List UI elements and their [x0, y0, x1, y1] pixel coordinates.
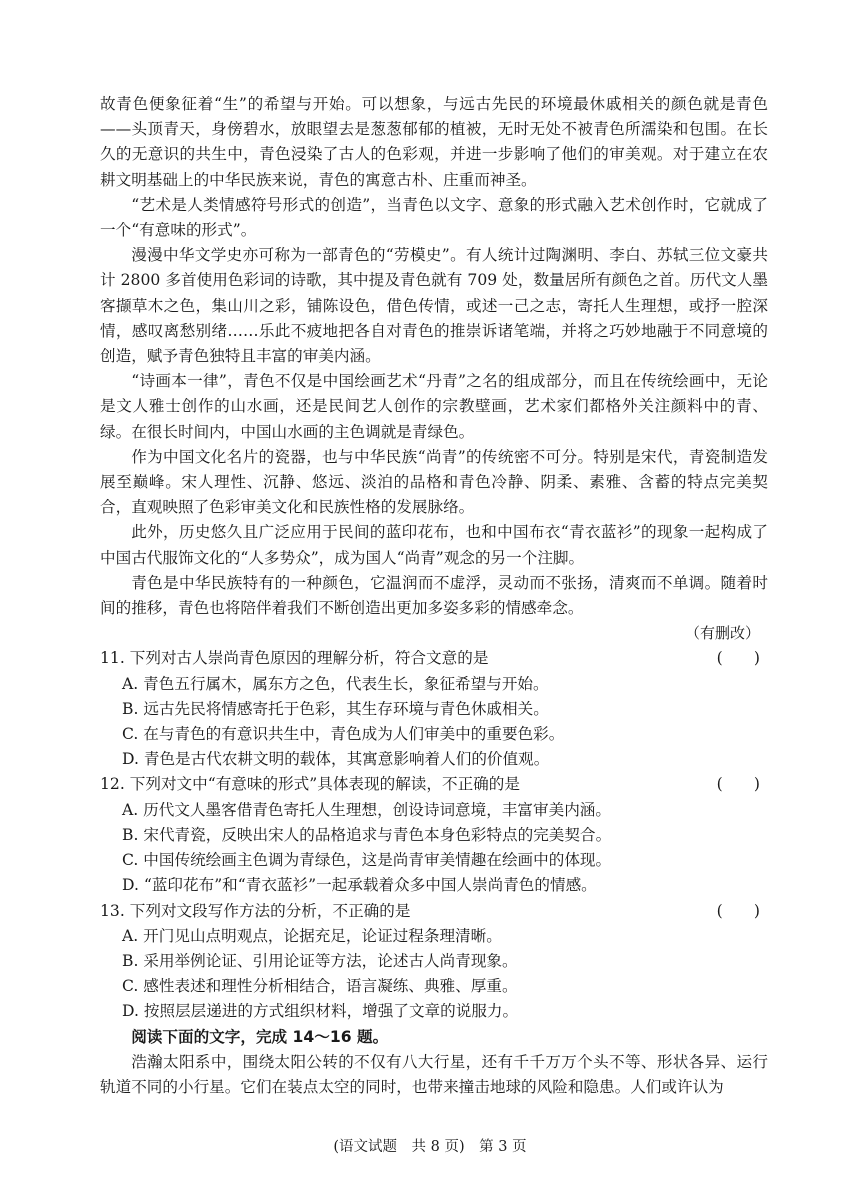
- option-c: C. 感性表述和理性分析相结合，语言凝练、典雅、厚重。: [122, 977, 518, 996]
- option-d: D. “蓝印花布”和“青衣蓝衫”一起承载着众多中国人崇尚青色的情感。: [122, 876, 597, 895]
- passage-paragraph-7: 青色是中华民族特有的一种颜色，它温润而不虚浮，灵动而不张扬，清爽而不单调。随着时间的推移，青色也将陪伴着我们不断创造出更加多姿多彩的情感牵念。: [100, 573, 768, 618]
- option-b: B. 采用举例论证、引用论证等方法，论述古人尚青现象。: [122, 951, 518, 970]
- passage-paragraph-2: “艺术是人类情感符号形式的创造”，当青色以文字、意象的形式融入艺术创作时，它就成了一个“有意味的形式”。: [100, 195, 768, 240]
- question-stem: [100, 646, 768, 671]
- next-passage: [100, 1050, 768, 1100]
- answer-blank[interactable]: ( ): [716, 649, 760, 668]
- passage-paragraph-3: 漫漫中华文学史亦可称为一部青色的“劳模史”。有人统计过陶渊明、李白、苏轼三位文豪共计 2800 多首使用色彩词的诗歌，其中提及青色就有 709 处，数量居所有颜色之首。历代文人墨客撷草木之色，集山川之彩，铺陈设色，借色传情，或述一己之志，寄托人生理想，或抒一腔深情，感叹离愁别绪……乐此不疲地把各自对青色的推崇诉诸笔端，并将之巧妙地融于不同意境的创造，赋予青色独特且丰富的审美内涵。: [100, 246, 768, 366]
- option-d: D. 按照层层递进的方式组织材料，增强了文章的说服力。: [122, 1002, 519, 1021]
- passage-paragraph-5: 作为中国文化名片的瓷器，也与中华民族“尚青”的传统密不可分。特别是宋代，青瓷制造发展至巅峰。宋人理性、沉静、悠远、淡泊的品格和青色冷静、阴柔、素雅、含蓄的特点完美契合，直观映照了色彩审美文化和民族性格的发展脉络。: [100, 447, 768, 517]
- reading-instruction: 阅读下面的文字，完成 14～16 题。: [131, 1027, 389, 1046]
- option-d: D. 青色是古代农耕文明的载体，其寓意影响着人们的价值观。: [122, 750, 550, 769]
- option-a: A. 开门见山点明观点，论据充足，论证过程条理清晰。: [122, 926, 502, 945]
- passage-paragraph-1: 故青色便象征着“生”的希望与开始。可以想象，与远古先民的环境最休戚相关的颜色就是青色——头顶青天，身傍碧水，放眼望去是葱葱郁郁的植被，无时无处不被青色所濡染和包围。在长久的无意识的共生中，青色浸染了古人的色彩观，并进一步影响了他们的审美观。对于建立在农耕文明基础上的中华民族来说，青色的寓意古朴、庄重而神圣。: [100, 95, 768, 189]
- passage-paragraph-4: “诗画本一律”，青色不仅是中国绘画艺术“丹青”之名的组成部分，而且在传统绘画中，无论是文人雅士创作的山水画，还是民间艺人创作的宗教壁画，艺术家们都格外关注颜料中的青、绿。在很长时间内，中国山水画的主色调就是青绿色。: [100, 372, 768, 441]
- option-b: B. 宋代青瓷，反映出宋人的品格追求与青色本身色彩特点的完美契合。: [122, 825, 612, 844]
- source-note: （有删改）: [684, 624, 760, 643]
- question-stem: [100, 899, 768, 924]
- question-13: [100, 899, 768, 1025]
- question-12-text: 12. 下列对文中“有意味的形式”具体表现的解读，不正确的是: [100, 775, 520, 794]
- next-passage-paragraph-1: 浩瀚太阳系中，围绕太阳公转的不仅有八大行星，还有千千万万个头不等、形状各异、运行轨道不同的小行星。它们在装点太空的同时，也带来撞击地球的风险和隐患。人们或许认为: [100, 1052, 768, 1096]
- question-13-text: 13. 下列对文段写作方法的分析，不正确的是: [100, 901, 411, 920]
- option-c: C. 中国传统绘画主色调为青绿色，这是尚青审美情趣在绘画中的体现。: [122, 851, 612, 870]
- option-b: B. 远古先民将情感寄托于色彩，其生存环境与青色休戚相关。: [122, 699, 549, 718]
- passage: [100, 92, 768, 621]
- option-c: C. 在与青色的有意识共生中，青色成为人们审美中的重要色彩。: [122, 725, 565, 744]
- question-11-text: 11. 下列对古人崇尚青色原因的理解分析，符合文意的是: [100, 649, 489, 668]
- option-a: A. 青色五行属木，属东方之色，代表生长，象征希望与开始。: [122, 674, 549, 693]
- question-stem: [100, 772, 768, 797]
- passage-paragraph-6: 此外，历史悠久且广泛应用于民间的蓝印花布，也和中国布衣“青衣蓝衫”的现象一起构成了中国古代服饰文化的“人多势众”，成为国人“尚青”观念的另一个注脚。: [100, 523, 768, 567]
- answer-blank[interactable]: ( ): [716, 775, 760, 794]
- page-footer: (语文试题 共 8 页) 第 3 页: [333, 1139, 527, 1155]
- answer-blank[interactable]: ( ): [716, 901, 760, 920]
- question-11: [100, 646, 768, 772]
- question-12: [100, 772, 768, 898]
- exam-page: [100, 92, 768, 1100]
- option-a: A. 历代文人墨客借青色寄托人生理想，创设诗词意境，丰富审美内涵。: [122, 800, 611, 819]
